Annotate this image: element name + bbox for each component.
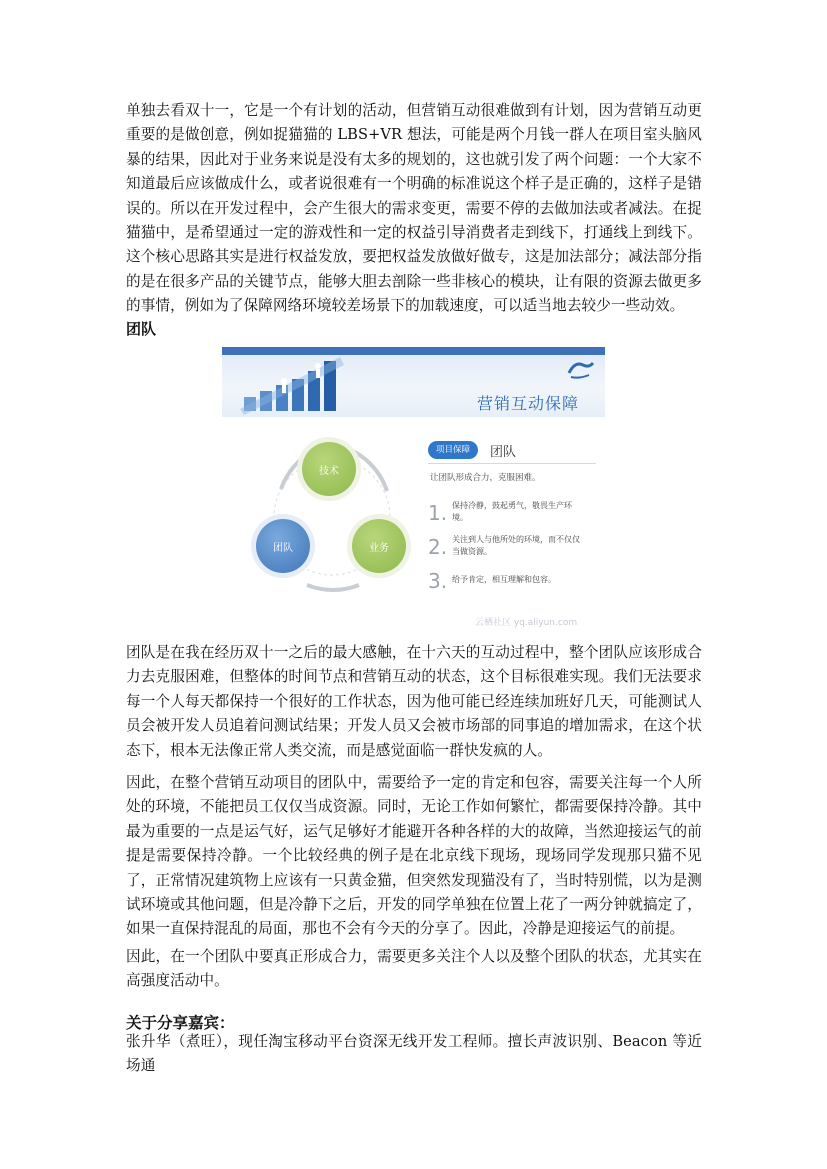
item-text: 给予肯定，相互理解和包容。 — [452, 575, 556, 584]
circle-tech: 技术 — [302, 442, 356, 496]
item-text: 关注到人与他所处的环境，而不仅仅当做资源。 — [452, 535, 580, 556]
figure-banner — [222, 347, 605, 417]
panel-divider — [428, 463, 596, 464]
paragraph-team-feelings: 团队是在我在经历双十一之后的最大感触，在十六天的互动过程中，整个团队应该形成合力去克服困难，但整体的时间节点和营销互动的状态，这个目标很难实现。我们无法要求每一个人每天都保持一个很好的工作状态，因为他可能已经连续加班好几天，可能测试人员会被开发人员追着问测试结果；开发人员又会被市场部的同事追的增加需求，在这个状态下，根本无法像正常人类交流，而是感觉面临一群快发疯的人。 — [126, 644, 702, 759]
panel-subtitle: 让团队形成合力，克服困难。 — [430, 473, 541, 483]
paragraph-double-eleven: 单独去看双十一，它是一个有计划的活动，但营销互动很难做到有计划，因为营销互动更重要的是做创意，例如捉猫猫的 LBS+VR 想法，可能是两个月钱一群人在项目室头脑风暴的结果，因此对于业务来说是没有太多的规划的，这也就引发了两个问题：一个大家不知道最后应该做成什么，或者说很难有一个明确的标准说这个样子是正确的，这样子是错误的。所以在开发过程中，会产生很大的需求变更，需要不停的去做加法或者减法。在捉猫猫中，是希望通过一定的游戏性和一定的权益引导消费者走到线下，打通线上到线下。这个核心思路其实是进行权益发放，要把权益发放做好做专，这是加法部分；减法部分指的是在很多产品的关键节点，能够大胆去剖除一些非核心的模块，让有限的资源去做更多的事情，例如为了保障网络环境较差场景下的加载速度，可以适当地去较少一些动效。 — [126, 102, 702, 315]
figure-marketing-guarantee — [222, 347, 605, 630]
project-tag-badge: 项目保障 — [428, 441, 478, 459]
watermark: 云栖社区 yq.aliyun.com — [475, 618, 578, 628]
panel-title: 团队 — [490, 445, 517, 460]
brand-logo-icon — [567, 357, 595, 381]
paragraph-synergy: 因此，在一个团队中要真正形成合力，需要更多关注个人以及整个团队的状态，尤其实在高强度活动中。 — [126, 948, 702, 990]
paragraph-calm: 因此，在整个营销互动项目的团队中，需要给予一定的肯定和包容，需要关注每一个人所处的环境，不能把员工仅仅当成资源。同时，无论工作如何繁忙，都需要保持冷静。其中最为重要的一点是运气好，运气足够好才能避开各种各样的大的故障，当然迎接运气的前提是需要保持冷静。一个比较经典的例子是在北京线下现场，现场同学发现那只猫不见了，正常情况建筑物上应该有一只黄金猫，但突然发现猫没有了，当时特别慌，以为是测试环境或其他问题，但是冷静下之后，开发的同学单独在位置上花了一两分钟就搞定了，如果一直保持混乱的局面，那也不会有今天的分享了。因此，冷静是迎接运气的前提。 — [126, 774, 702, 938]
heading-team: 团队 — [126, 320, 157, 338]
item-text: 保持冷静，鼓起勇气，敬畏生产环境。 — [452, 501, 572, 522]
rising-bar-chart-icon — [240, 353, 350, 415]
item-number: 1. — [428, 501, 448, 525]
circle-business: 业务 — [352, 519, 406, 573]
banner-title: 营销互动保障 — [477, 394, 580, 413]
circle-team: 团队 — [256, 519, 310, 573]
item-number: 2. — [428, 535, 448, 559]
paragraph-guest-bio: 张升华（煮旺），现任淘宝移动平台资深无线开发工程师。擅长声波识别、Beacon 等近场通 — [126, 1033, 702, 1075]
heading-guest: 关于分享嘉宾： — [126, 1014, 235, 1032]
item-number: 3. — [428, 569, 448, 593]
